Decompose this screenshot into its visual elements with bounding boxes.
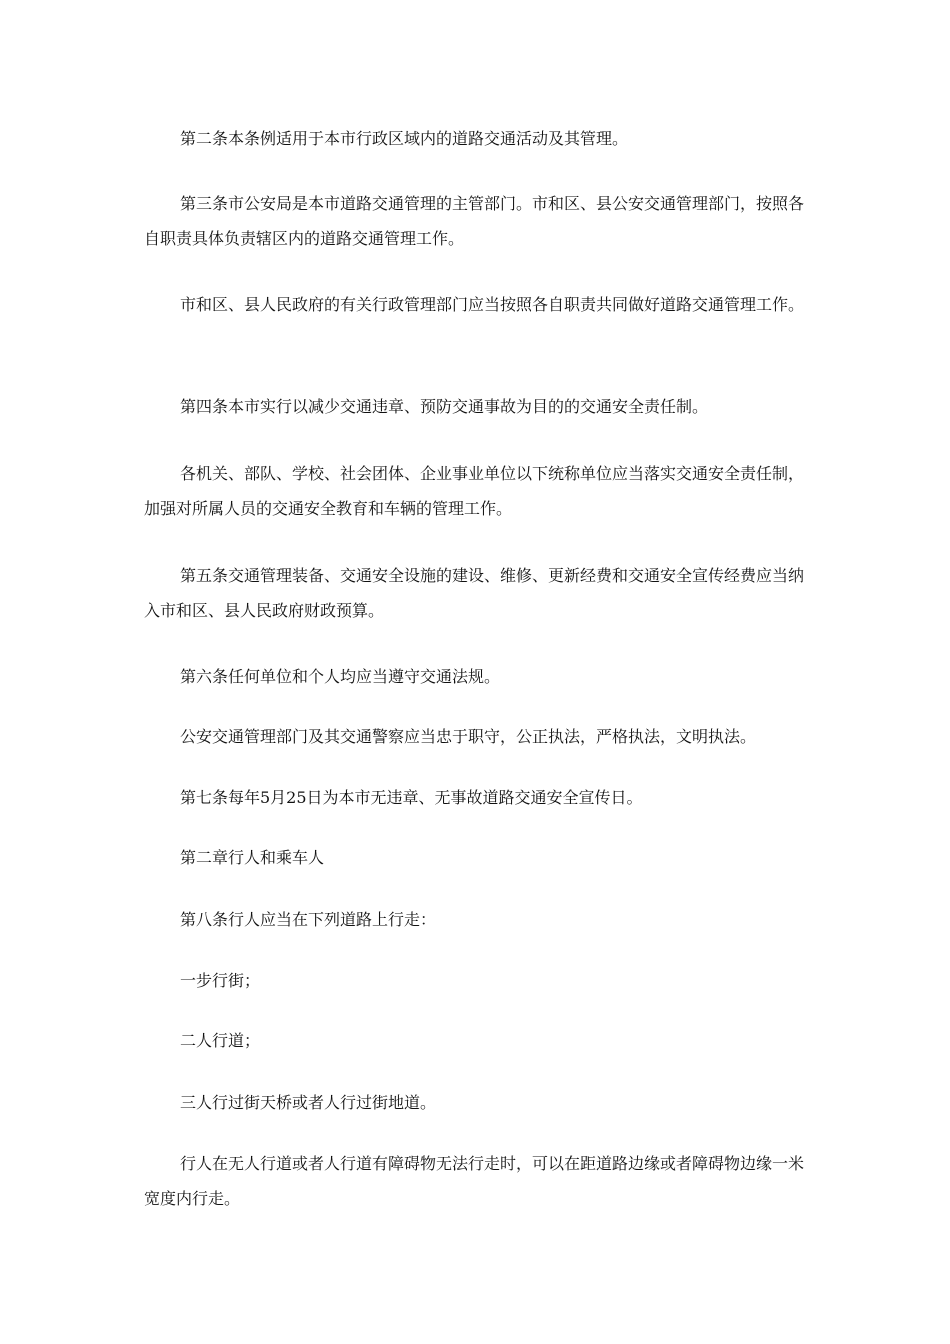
chapter-heading: 第二章行人和乘车人 [180,848,325,867]
list-item-1: 一步行街； [180,971,261,990]
paragraph-article-4-continued: 各机关、部队、学校、社会团体、企业事业单位以下统称单位应当落实交通安全责任制，加强对所属人员的交通安全教育和车辆的管理工作。 [144,464,805,518]
paragraph-article-3: 第三条市公安局是本市道路交通管理的主管部门。市和区、县公安交通管理部门，按照各自职责具体负责辖区内的道路交通管理工作。 [144,194,805,248]
paragraph-article-2: 第二条本条例适用于本市行政区域内的道路交通活动及其管理。 [180,129,629,148]
paragraph-article-8: 第八条行人应当在下列道路上行走： [180,910,437,929]
paragraph-article-8-continued: 行人在无人行道或者人行道有障碍物无法行走时，可以在距道路边缘或者障碍物边缘一米宽度内行走。 [144,1154,805,1208]
paragraph-article-6-continued: 公安交通管理部门及其交通警察应当忠于职守，公正执法，严格执法，文明执法。 [180,727,757,746]
paragraph-article-6: 第六条任何单位和个人均应当遵守交通法规。 [180,667,501,686]
paragraph-article-5: 第五条交通管理装备、交通安全设施的建设、维修、更新经费和交通安全宣传经费应当纳入市和区、县人民政府财政预算。 [144,566,805,620]
paragraph-article-3-continued: 市和区、县人民政府的有关行政管理部门应当按照各自职责共同做好道路交通管理工作。 [180,295,805,314]
list-item-2: 二人行道； [180,1031,261,1050]
paragraph-article-7: 第七条每年5月25日为本市无违章、无事故道路交通安全宣传日。 [180,788,643,807]
list-item-3: 三人行过街天桥或者人行过街地道。 [180,1093,437,1112]
paragraph-article-4: 第四条本市实行以减少交通违章、预防交通事故为目的的交通安全责任制。 [180,397,709,416]
